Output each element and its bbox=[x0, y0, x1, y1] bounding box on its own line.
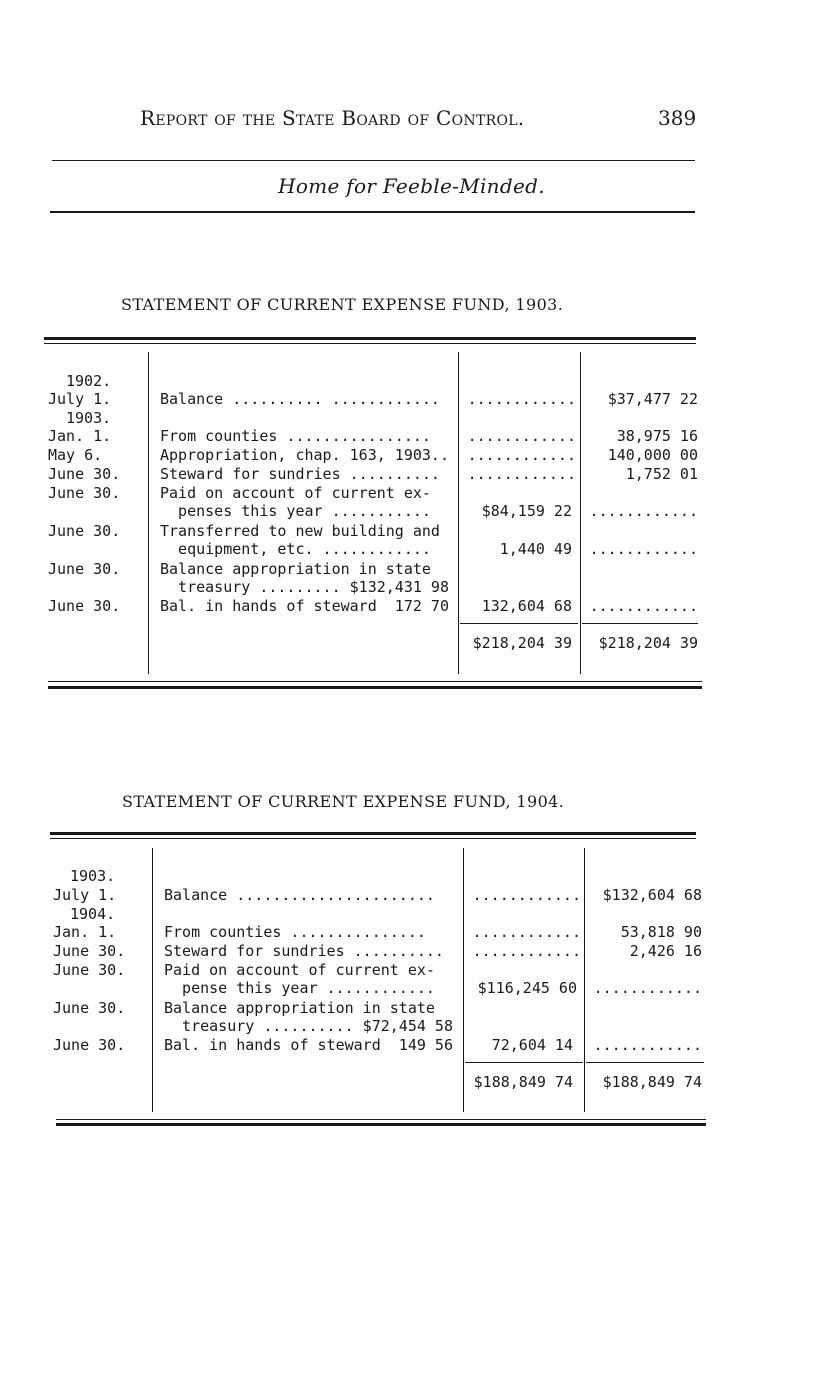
entry-date: June 30. bbox=[53, 999, 126, 1017]
entry-debit: ............ bbox=[467, 390, 576, 408]
entry-date: July 1. bbox=[53, 886, 117, 904]
entry-description: Paid on account of current ex- bbox=[164, 961, 435, 979]
ledger-row bbox=[0, 999, 823, 1018]
ledger-row bbox=[0, 560, 823, 579]
total-rule bbox=[460, 623, 578, 624]
ledger-row bbox=[0, 372, 823, 391]
entry-date: June 30. bbox=[48, 465, 121, 483]
entry-date: Jan. 1. bbox=[48, 427, 112, 445]
ledger-row bbox=[0, 502, 823, 521]
entry-credit: $132,604 68 bbox=[602, 886, 702, 904]
entry-debit: $84,159 22 bbox=[481, 502, 572, 520]
statement-title-1904: STATEMENT OF CURRENT EXPENSE FUND, 1904. bbox=[122, 792, 565, 811]
entry-description: Appropriation, chap. 163, 1903.. bbox=[160, 446, 449, 464]
entry-debit: $116,245 60 bbox=[477, 979, 577, 997]
entry-debit: 72,604 14 bbox=[491, 1036, 573, 1054]
entry-debit: 132,604 68 bbox=[481, 597, 572, 615]
entry-credit: 140,000 00 bbox=[607, 446, 698, 464]
ledger-row bbox=[0, 540, 823, 559]
total-debit: $218,204 39 bbox=[472, 634, 572, 652]
ledger-row bbox=[0, 961, 823, 980]
total-rule bbox=[586, 1062, 704, 1063]
entry-date: June 30. bbox=[48, 522, 121, 540]
ledger-row bbox=[0, 942, 823, 961]
ledger-row bbox=[0, 390, 823, 409]
table-rule-top-thin-1904 bbox=[50, 838, 696, 839]
page-number: 389 bbox=[658, 106, 697, 130]
statement-title-1903: STATEMENT OF CURRENT EXPENSE FUND, 1903. bbox=[121, 295, 564, 314]
entry-credit: 2,426 16 bbox=[629, 942, 702, 960]
entry-debit: ............ bbox=[467, 465, 576, 483]
entry-credit: 38,975 16 bbox=[616, 427, 698, 445]
entry-date: May 6. bbox=[48, 446, 103, 464]
header-rule-top bbox=[52, 160, 695, 161]
entry-description: From counties ................ bbox=[160, 427, 431, 445]
entry-description: pense this year ............ bbox=[164, 979, 435, 997]
entry-date: July 1. bbox=[48, 390, 112, 408]
entry-description: equipment, etc. ............ bbox=[160, 540, 431, 558]
entry-description: From counties ............... bbox=[164, 923, 426, 941]
ledger-row bbox=[0, 886, 823, 905]
entry-date: Jan. 1. bbox=[53, 923, 117, 941]
ledger-row bbox=[0, 867, 823, 886]
table-rule-bottom-thick-1904 bbox=[56, 1123, 706, 1126]
entry-credit: ............ bbox=[593, 979, 702, 997]
entry-credit: 53,818 90 bbox=[620, 923, 702, 941]
total-rule bbox=[465, 1062, 583, 1063]
entry-description: treasury .......... $72,454 58 bbox=[164, 1017, 453, 1035]
ledger-row bbox=[0, 578, 823, 597]
entry-description: Steward for sundries .......... bbox=[160, 465, 440, 483]
ledger-row bbox=[0, 597, 823, 616]
totals-row bbox=[0, 1073, 823, 1092]
year-label: 1903. bbox=[66, 409, 112, 427]
entry-description: Bal. in hands of steward 149 56 bbox=[164, 1036, 453, 1054]
ledger-row bbox=[0, 1036, 823, 1055]
ledger-row bbox=[0, 522, 823, 541]
entry-credit: 1,752 01 bbox=[625, 465, 698, 483]
table-rule-bottom-1904 bbox=[56, 1119, 706, 1120]
entry-description: treasury ......... $132,431 98 bbox=[160, 578, 449, 596]
entry-debit: 1,440 49 bbox=[499, 540, 572, 558]
running-title: Report of the State Board of Control. bbox=[140, 106, 525, 130]
total-credit: $188,849 74 bbox=[602, 1073, 702, 1091]
totals-row bbox=[0, 634, 823, 653]
ledger-row bbox=[0, 905, 823, 924]
entry-description: penses this year ........... bbox=[160, 502, 431, 520]
entry-debit: ............ bbox=[472, 923, 581, 941]
entry-debit: ............ bbox=[472, 886, 581, 904]
ledger-row bbox=[0, 923, 823, 942]
table-rule-top-1903 bbox=[44, 337, 696, 340]
table-rule-top-thin-1903 bbox=[44, 343, 696, 344]
entry-description: Paid on account of current ex- bbox=[160, 484, 431, 502]
ledger-row bbox=[0, 465, 823, 484]
total-rule bbox=[582, 623, 698, 624]
entry-date: June 30. bbox=[53, 942, 126, 960]
table-rule-top-1904 bbox=[50, 832, 696, 835]
entry-description: Steward for sundries .......... bbox=[164, 942, 444, 960]
header-rule-bottom bbox=[50, 211, 695, 213]
entry-date: June 30. bbox=[48, 560, 121, 578]
entry-credit: ............ bbox=[589, 502, 698, 520]
ledger-row bbox=[0, 427, 823, 446]
entry-credit: ............ bbox=[593, 1036, 702, 1054]
entry-description: Balance ...................... bbox=[164, 886, 435, 904]
table-rule-bottom-1903 bbox=[48, 681, 702, 682]
entry-description: Balance appropriation in state bbox=[160, 560, 431, 578]
ledger-row bbox=[0, 446, 823, 465]
page-subtitle: Home for Feeble-Minded. bbox=[278, 174, 545, 198]
entry-description: Balance .......... ............ bbox=[160, 390, 440, 408]
ledger-row bbox=[0, 409, 823, 428]
total-debit: $188,849 74 bbox=[473, 1073, 573, 1091]
year-label: 1903. bbox=[70, 867, 116, 885]
table-rule-bottom-thick-1903 bbox=[48, 686, 702, 689]
entry-date: June 30. bbox=[48, 484, 121, 502]
entry-description: Balance appropriation in state bbox=[164, 999, 435, 1017]
entry-debit: ............ bbox=[472, 942, 581, 960]
total-credit: $218,204 39 bbox=[598, 634, 698, 652]
entry-date: June 30. bbox=[53, 1036, 126, 1054]
ledger-row bbox=[0, 1017, 823, 1036]
year-label: 1902. bbox=[66, 372, 112, 390]
entry-description: Transferred to new building and bbox=[160, 522, 440, 540]
entry-credit: $37,477 22 bbox=[607, 390, 698, 408]
entry-debit: ............ bbox=[467, 446, 576, 464]
year-label: 1904. bbox=[70, 905, 116, 923]
entry-credit: ............ bbox=[589, 540, 698, 558]
ledger-row bbox=[0, 979, 823, 998]
entry-credit: ............ bbox=[589, 597, 698, 615]
entry-date: June 30. bbox=[48, 597, 121, 615]
entry-date: June 30. bbox=[53, 961, 126, 979]
entry-description: Bal. in hands of steward 172 70 bbox=[160, 597, 449, 615]
entry-debit: ............ bbox=[467, 427, 576, 445]
ledger-row bbox=[0, 484, 823, 503]
